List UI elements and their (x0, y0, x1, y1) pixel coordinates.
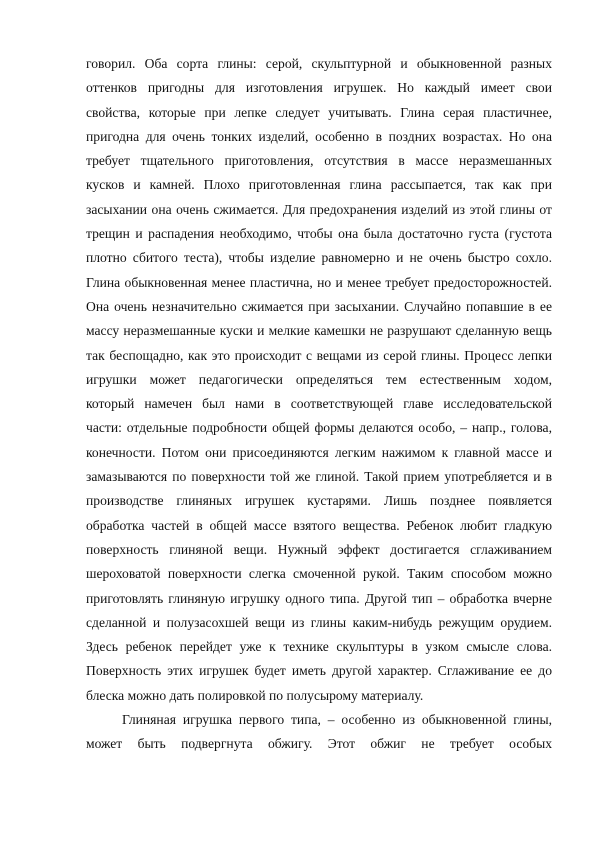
text-line: так беспощадно, как это происходит с вещами из серой глины. Процесс лепки (86, 347, 552, 363)
text-line: массу неразмешанные куски и мелкие камешки не разрушают сделанную вещь (86, 323, 552, 339)
text-line: Здесь ребенок перейдет уже к технике скульптуры в узком смысле слова. (86, 639, 552, 655)
text-line: шероховатой поверхности слегка смоченной рукой. Таким способом можно (86, 566, 552, 582)
text-line: Глиняная игрушка первого типа, – особенно из обыкновенной глины, (122, 712, 552, 728)
text-line: Глина обыкновенная менее пластична, но и менее требует предосторожностей. (86, 274, 552, 290)
text-line: блеска можно дать полировкой по полусырому материалу. (86, 687, 424, 703)
text-line: сделанной и полузасохшей вещи из глины каким-нибудь режущим орудием. (86, 614, 552, 630)
text-line: плотно сбитого теста), чтобы изделие равномерно и не очень быстро сохло. (86, 250, 552, 266)
text-line: части: отдельные подробности общей формы делаются особо, – напр., голова, (86, 420, 552, 436)
text-line: производстве глиняных игрушек кустарями. Лишь позднее появляется (86, 493, 552, 509)
body-text (86, 52, 552, 757)
text-line: обработка частей в общей массе взятого вещества. Ребенок любит гладкую (86, 517, 552, 533)
text-line: пригодна для очень тонких изделий, особенно в поздних возрастах. Но она (86, 128, 552, 144)
text-line: игрушки может педагогически определяться тем естественным ходом, (86, 371, 552, 387)
text-line: Поверхность этих игрушек будет иметь другой характер. Сглаживание ее до (86, 663, 552, 679)
text-line: кусков и камней. Плохо приготовленная глина рассыпается, так как при (86, 177, 552, 193)
text-line: замазываются по поверхности той же глиной. Такой прием употребляется и в (86, 469, 552, 485)
text-line: поверхность глиняной вещи. Нужный эффект достигается сглаживанием (86, 541, 552, 557)
text-line: оттенков пригодны для изготовления игрушек. Но каждый имеет свои (86, 80, 552, 96)
text-line: который намечен был нами в соответствующей главе исследовательской (86, 396, 552, 412)
text-line: требует тщательного приготовления, отсутствия в массе неразмешанных (86, 153, 552, 169)
text-line: свойства, которые при лепке следует учитывать. Глина серая пластичнее, (86, 104, 552, 120)
text-line: приготовлять глиняную игрушку одного типа. Другой тип – обработка вчерне (86, 590, 552, 606)
text-line: может быть подвергнута обжигу. Этот обжиг не требует особых (86, 736, 552, 752)
text-line: Она очень незначительно сжимается при засыхании. Случайно попавшие в ее (86, 298, 552, 314)
text-line: засыхании она очень сжимается. Для предохранения изделий из этой глины от (86, 201, 552, 217)
text-line: говорил. Оба сорта глины: серой, скульптурной и обыкновенной разных (86, 56, 552, 71)
text-line: трещин и распадения необходимо, чтобы она была достаточно густа (густота (86, 226, 552, 242)
text-line: конечности. Потом они присоединяются легким нажимом к главной массе и (86, 444, 552, 460)
